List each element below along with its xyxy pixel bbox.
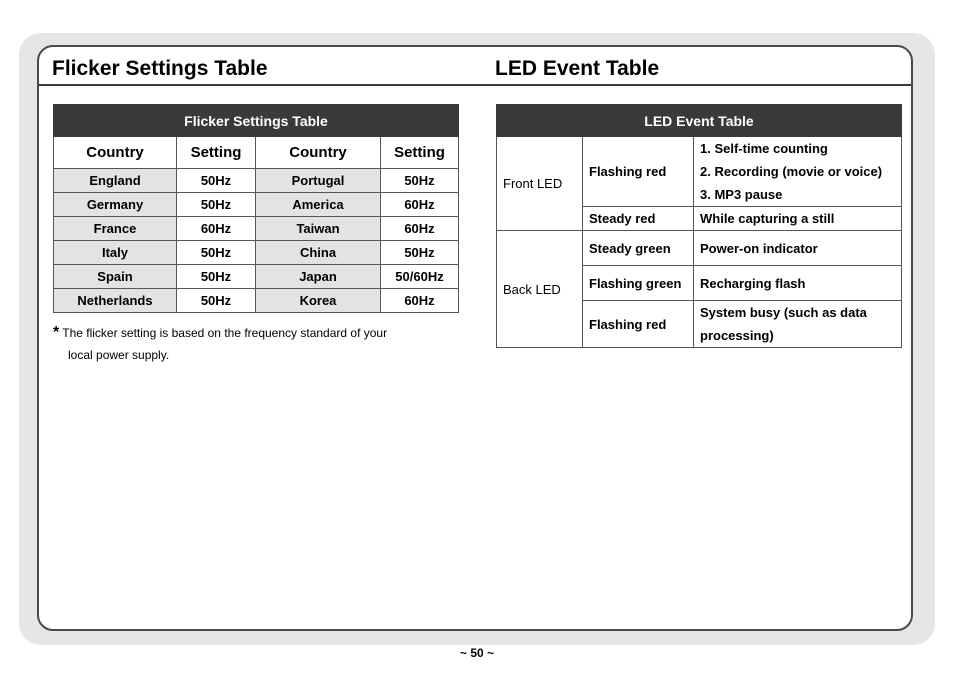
led-table-caption: LED Event Table (497, 105, 902, 137)
content-frame (37, 45, 913, 631)
country-cell: America (256, 193, 381, 217)
flicker-settings-table (53, 104, 459, 313)
footnote-line-2: local power supply. (68, 348, 170, 362)
led-description-line: While capturing a still (700, 211, 835, 226)
column-header-setting: Setting (381, 137, 459, 169)
flicker-table-header-row (54, 137, 459, 169)
country-cell: Netherlands (54, 289, 177, 313)
setting-cell: 50Hz (381, 169, 459, 193)
flicker-section-title: Flicker Settings Table (52, 57, 268, 80)
led-description-line: Recharging flash (700, 275, 806, 291)
country-cell: Spain (54, 265, 177, 289)
country-cell: Japan (256, 265, 381, 289)
country-cell: Germany (54, 193, 177, 217)
led-description-line: 2. Recording (movie or voice) (700, 164, 883, 179)
led-description-line: processing) (700, 328, 774, 343)
led-event-table (496, 104, 902, 348)
led-description-line: System busy (such as data (700, 305, 867, 320)
setting-cell: 50Hz (381, 241, 459, 265)
led-description-line: 3. MP3 pause (700, 187, 783, 202)
setting-cell: 60Hz (381, 289, 459, 313)
column-header-country: Country (256, 137, 381, 169)
country-cell: Taiwan (256, 217, 381, 241)
led-description-cell (694, 137, 902, 207)
setting-cell: 60Hz (381, 193, 459, 217)
flicker-table-caption: Flicker Settings Table (54, 105, 459, 137)
table-row (54, 217, 459, 241)
setting-cell: 50Hz (177, 265, 256, 289)
footnote-asterisk: * (53, 324, 60, 341)
table-row (497, 137, 902, 207)
country-cell: England (54, 169, 177, 193)
led-section-title: LED Event Table (495, 57, 660, 80)
led-kind-cell: Flashing red (583, 137, 694, 207)
led-description-line: 1. Self-time counting (700, 141, 828, 156)
setting-cell: 50Hz (177, 193, 256, 217)
setting-cell: 50Hz (177, 241, 256, 265)
table-row (54, 193, 459, 217)
table-row (497, 231, 902, 266)
led-kind-cell: Steady green (583, 231, 694, 266)
led-group-back: Back LED (497, 231, 583, 348)
setting-cell: 50/60Hz (381, 265, 459, 289)
header-rule (39, 84, 911, 86)
country-cell: Korea (256, 289, 381, 313)
column-header-country: Country (54, 137, 177, 169)
setting-cell: 60Hz (381, 217, 459, 241)
table-row (54, 241, 459, 265)
column-header-setting: Setting (177, 137, 256, 169)
country-cell: China (256, 241, 381, 265)
setting-cell: 50Hz (177, 169, 256, 193)
table-row (54, 265, 459, 289)
flicker-footnote (53, 322, 453, 366)
led-kind-cell: Steady red (583, 207, 694, 231)
setting-cell: 50Hz (177, 289, 256, 313)
footnote-line-1: The flicker setting is based on the frequency standard of your (62, 326, 388, 340)
led-kind-cell: Flashing red (583, 301, 694, 348)
led-description-cell (694, 301, 902, 348)
page-number: ~ 50 ~ (459, 646, 495, 660)
table-row (54, 169, 459, 193)
led-description-cell (694, 266, 902, 301)
led-kind-cell: Flashing green (583, 266, 694, 301)
country-cell: Portugal (256, 169, 381, 193)
led-description-line: Power-on indicator (700, 240, 818, 256)
led-group-front: Front LED (497, 137, 583, 231)
led-description-cell (694, 231, 902, 266)
setting-cell: 60Hz (177, 217, 256, 241)
led-description-cell (694, 207, 902, 231)
country-cell: Italy (54, 241, 177, 265)
table-row (54, 289, 459, 313)
country-cell: France (54, 217, 177, 241)
